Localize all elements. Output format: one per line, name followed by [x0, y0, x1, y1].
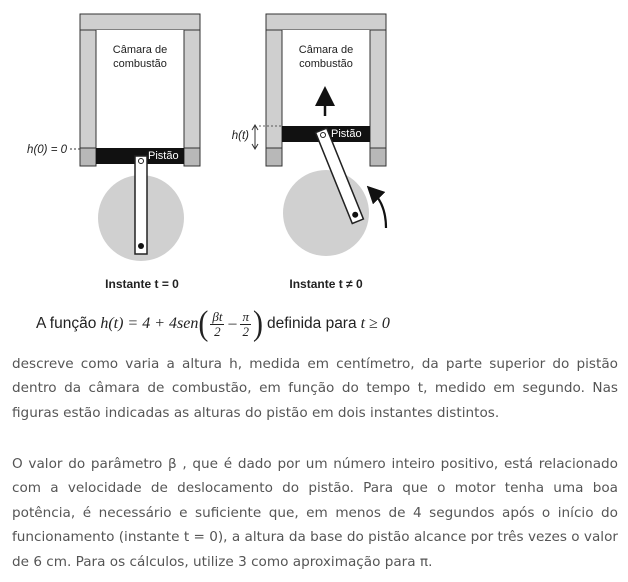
paragraph-description: descreve como varia a altura h, medida em centímetro, da parte superior do pistão dentro da câmara de combustão, em função do tempo t, medido em segundo. Nas figuras estão indicadas as alturas do pistão em dois instantes distintos. [12, 356, 618, 421]
right-cylinder-wall-right [370, 14, 386, 148]
left-cylinder-wall-left [80, 14, 96, 148]
left-chamber-label-2: combustão [113, 58, 167, 70]
left-cylinder-head [80, 14, 200, 30]
left-paren: ( [198, 304, 209, 343]
right-piston-label: Pistão [331, 128, 362, 140]
fraction-beta-t [210, 310, 224, 339]
formula-expression [100, 304, 263, 343]
left-wall-stub-right [184, 148, 200, 166]
frac1-numerator: βt [212, 308, 223, 324]
right-chamber-label-1: Câmara de [298, 44, 354, 56]
formula-minus: – [228, 315, 237, 332]
left-chamber-label-1: Câmara de [112, 44, 168, 56]
left-cylinder-wall-right [184, 14, 200, 148]
right-cylinder-wall-left [266, 14, 282, 148]
left-piston-label: Pistão [148, 150, 179, 162]
frac2-numerator: π [242, 308, 249, 324]
formula-lhs: h(t) = 4 + 4sen [100, 315, 199, 332]
right-paren: ) [252, 304, 263, 343]
paragraph-question: O valor do parâmetro β , que é dado por um número inteiro positivo, está relacionado com a velocidade de deslocamento do pistão. Para que o motor tenha uma boa potência, é necessário e suficiente que, em menos de 4 segundos após o início do funcionamento (instante t = 0), a altura da base do pistão alcance por três vezes o valor de 6 cm. Para os cálculos, utilize 3 como aproximação para π. [12, 456, 618, 570]
right-wall-stub-right [370, 148, 386, 166]
fraction-pi [240, 310, 251, 339]
left-caption: Instante t = 0 [105, 277, 179, 291]
formula-condition: t ≥ 0 [360, 315, 390, 332]
formula-suffix: definida para [266, 315, 357, 332]
right-height-label: h(t) [231, 130, 249, 142]
right-wall-stub-left [266, 148, 282, 166]
left-engine [27, 14, 200, 291]
formula-prefix: A função [36, 315, 97, 332]
frac1-denominator: 2 [214, 323, 221, 339]
frac2-denominator: 2 [242, 323, 249, 339]
right-engine [232, 14, 386, 291]
right-caption: Instante t ≠ 0 [289, 277, 363, 291]
rotation-arrow-icon [373, 192, 386, 228]
left-height-label: h(0) = 0 [27, 144, 67, 156]
left-wall-stub-left [80, 148, 96, 166]
right-cylinder-head [266, 14, 386, 30]
function-formula [36, 304, 394, 344]
left-connecting-rod [135, 156, 147, 254]
right-chamber-label-2: combustão [299, 58, 353, 70]
